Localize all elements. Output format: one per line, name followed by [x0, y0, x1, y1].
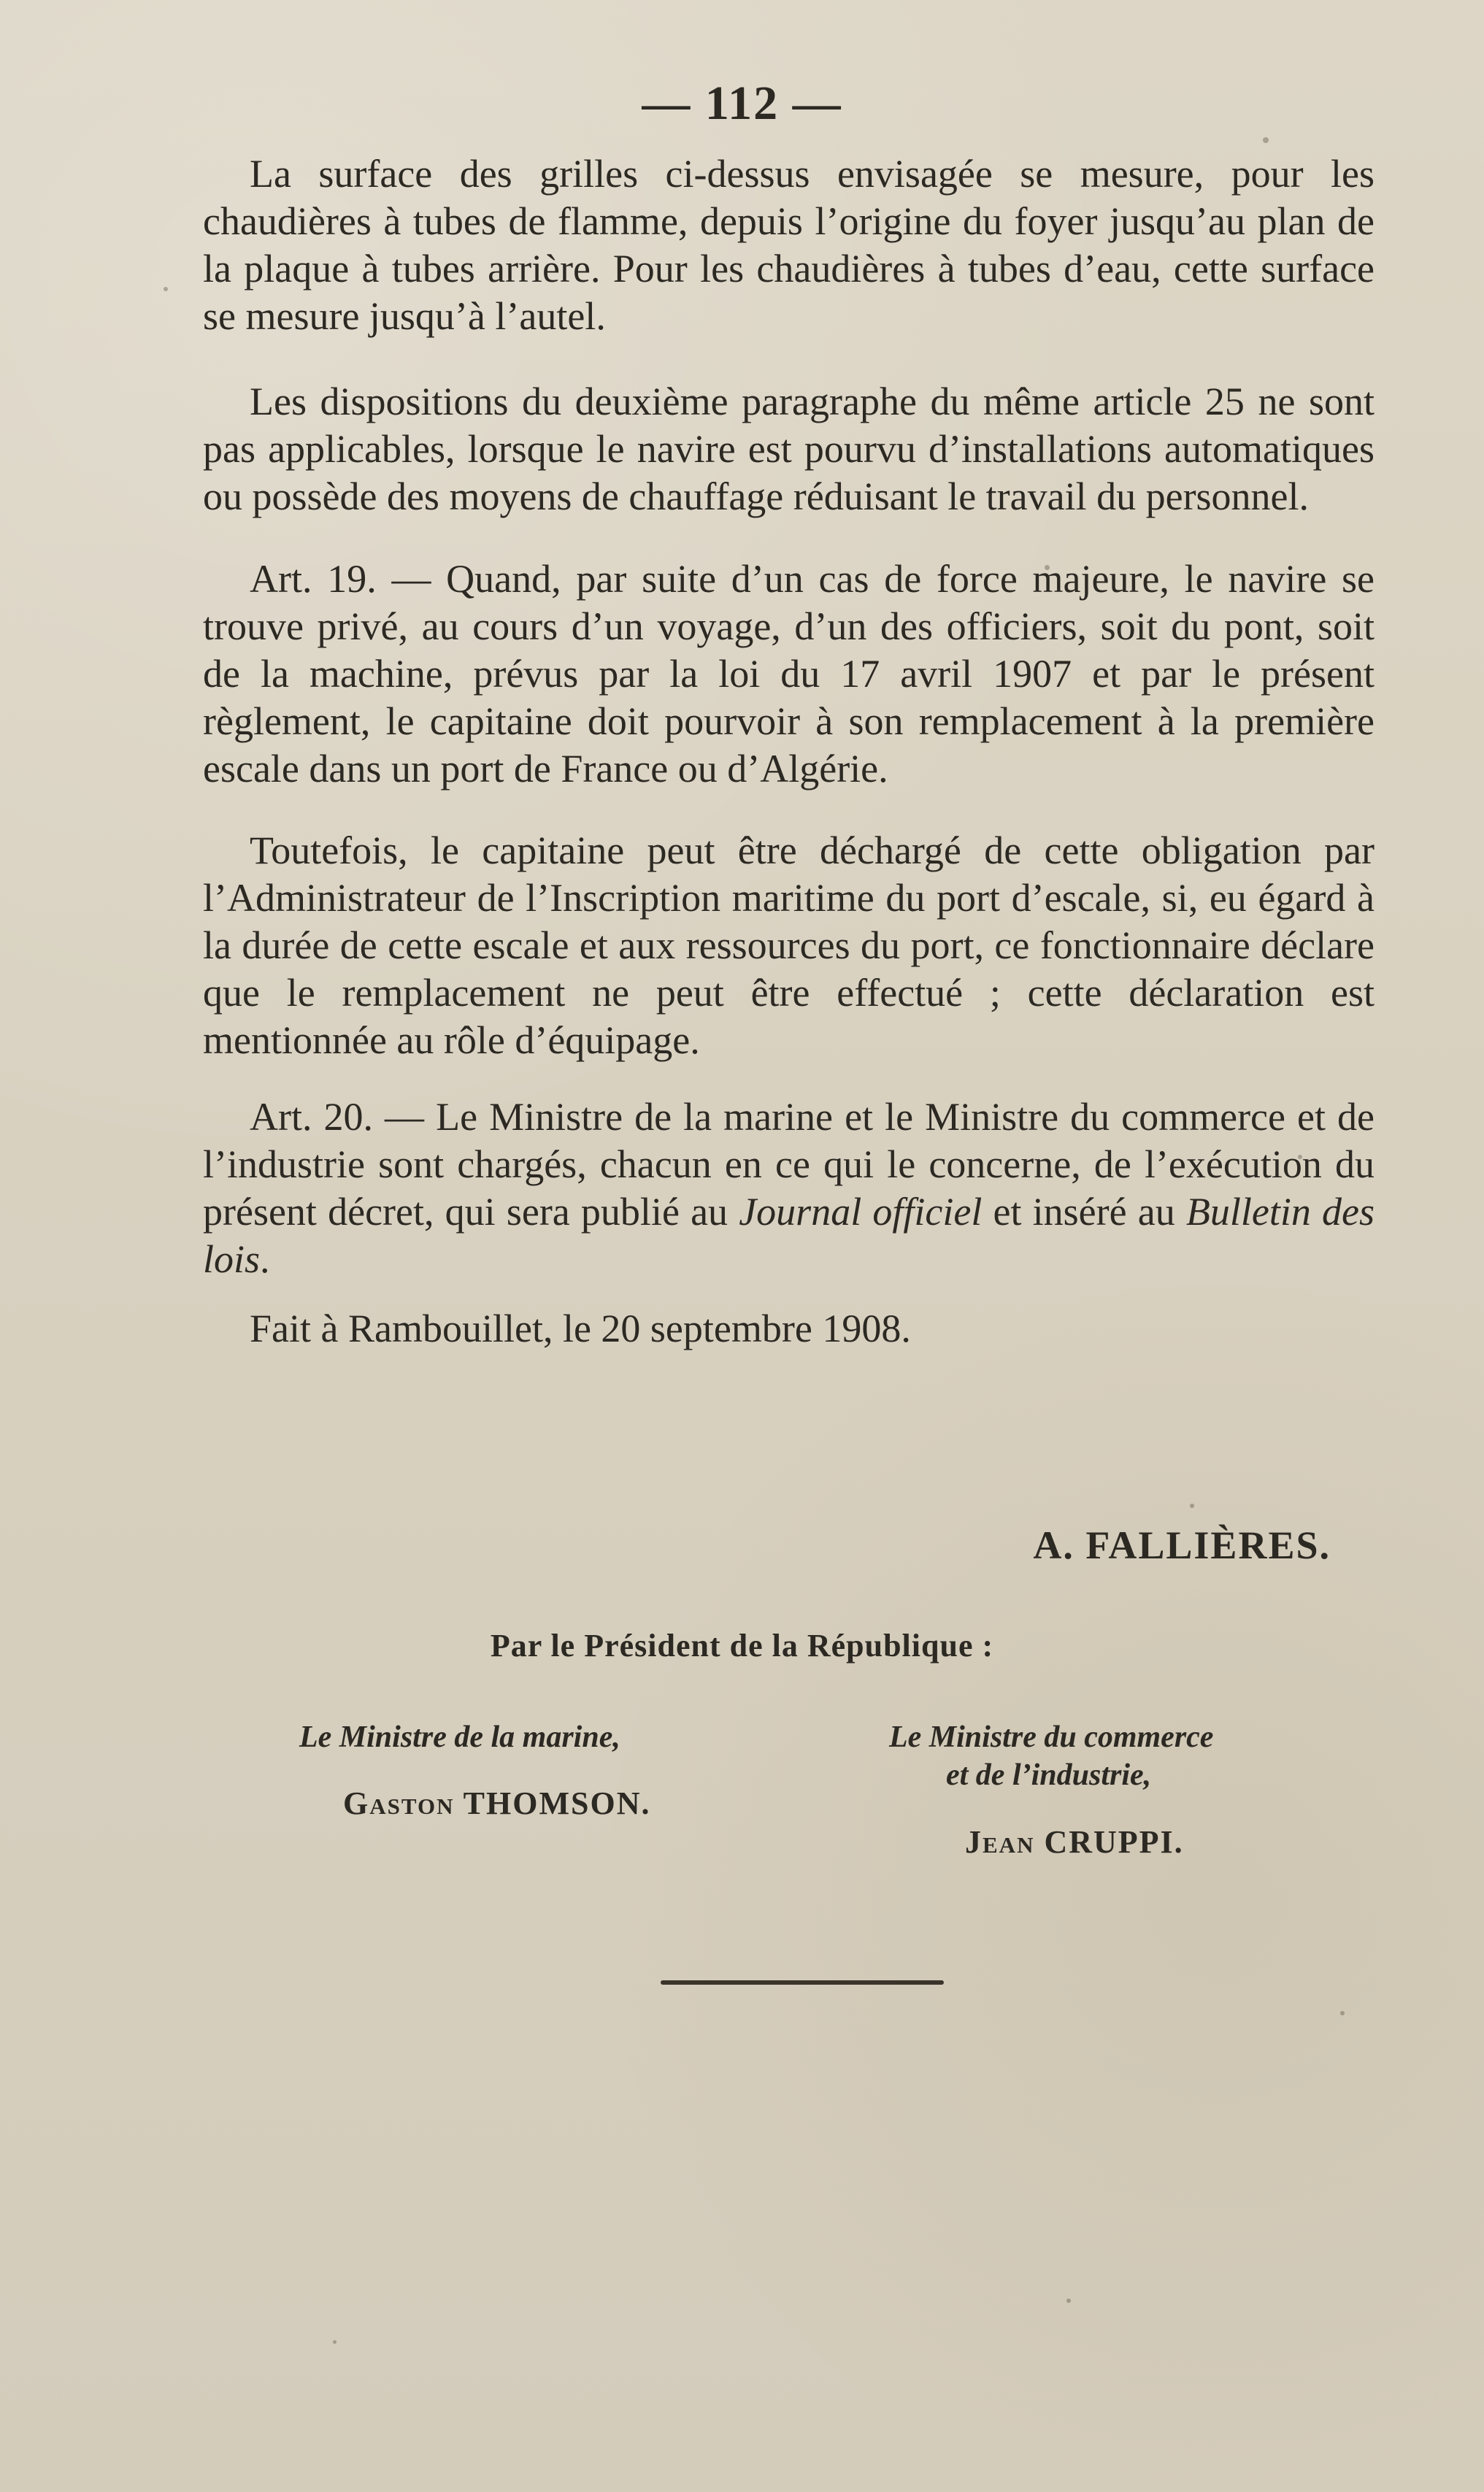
paragraph-article-20	[203, 1093, 1375, 1283]
minister-commerce-title-line-2: et de l’industrie,	[946, 1758, 1152, 1792]
president-by-line: Par le Président de la République :	[490, 1628, 994, 1664]
paper-speck	[1066, 2299, 1071, 2303]
paragraph-article-25-exception: Les dispositions du deuxième paragraphe du même article 25 ne sont pas applicables, lorsque le navire est pourvu d’installations automatiques ou possède des moyens de chauffage réduisant le travail du personnel.	[203, 380, 1375, 518]
minister-marine-title-text: Le Ministre de la marine,	[299, 1720, 620, 1754]
paragraph-article-19: Art. 19. — Quand, par suite d’un cas de force majeure, le navire se trouve privé, au cours d’un voyage, d’un des officiers, soit du pont, soit de la machine, prévus par la loi du 17 avril 1907 et par le présent règlement, le capitaine doit pourvoir à son remplacement à la première escale dans un port de France ou d’Algérie.	[203, 557, 1375, 791]
minister-marine-title	[299, 1718, 620, 1756]
page-number: — 112 —	[642, 77, 842, 130]
article-20-text-part-1: Art. 20. — Le Ministre de la marine et le Ministre du commerce et de l’industrie sont chargés, chacun en ce qui le concerne, de l’exécution du présent décret, qui sera publié au	[203, 1095, 1375, 1234]
paragraph-discharge-obligation: Toutefois, le capitaine peut être déchargé de cette obligation par l’Administrateur de l’Inscription maritime du port d’escale, si, eu égard à la durée de cette escale et aux ressources du port, ce fonctionnaire déclare que le remplacement ne peut être effectué ; cette déclaration est mentionnée au rôle d’équipage.	[203, 828, 1375, 1062]
minister-marine-name: Gaston THOMSON.	[343, 1785, 651, 1821]
article-20-text-part-3: .	[260, 1237, 270, 1281]
paragraph-date-place: Fait à Rambouillet, le 20 septembre 1908.	[250, 1307, 911, 1350]
minister-commerce-title	[889, 1718, 1312, 1794]
article-20-text-part-2: et inséré au	[982, 1190, 1186, 1234]
paper-speck	[1263, 137, 1269, 143]
main-text	[203, 150, 1375, 1353]
paper-speck	[333, 2340, 337, 2344]
bulletin-des-lois-title: Bulletin des lois	[203, 1190, 1375, 1281]
closing-rule	[661, 1980, 944, 1985]
minister-commerce-title-line-1: Le Ministre du commerce	[889, 1720, 1214, 1754]
journal-officiel-title: Journal officiel	[739, 1190, 983, 1234]
paper-speck	[164, 287, 168, 291]
paragraph-grate-surface: La surface des grilles ci-dessus envisagée se mesure, pour les chaudières à tubes de flamme, depuis l’origine du foyer jusqu’au plan de la plaque à tubes arrière. Pour les chaudières à tubes d’eau, cette surface se mesure jusqu’à l’autel.	[203, 152, 1375, 338]
minister-commerce-name: Jean CRUPPI.	[965, 1824, 1184, 1860]
president-signature: A. FALLIÈRES.	[1033, 1523, 1331, 1567]
paper-speck	[1190, 1504, 1194, 1508]
paper-speck	[1340, 2011, 1345, 2015]
